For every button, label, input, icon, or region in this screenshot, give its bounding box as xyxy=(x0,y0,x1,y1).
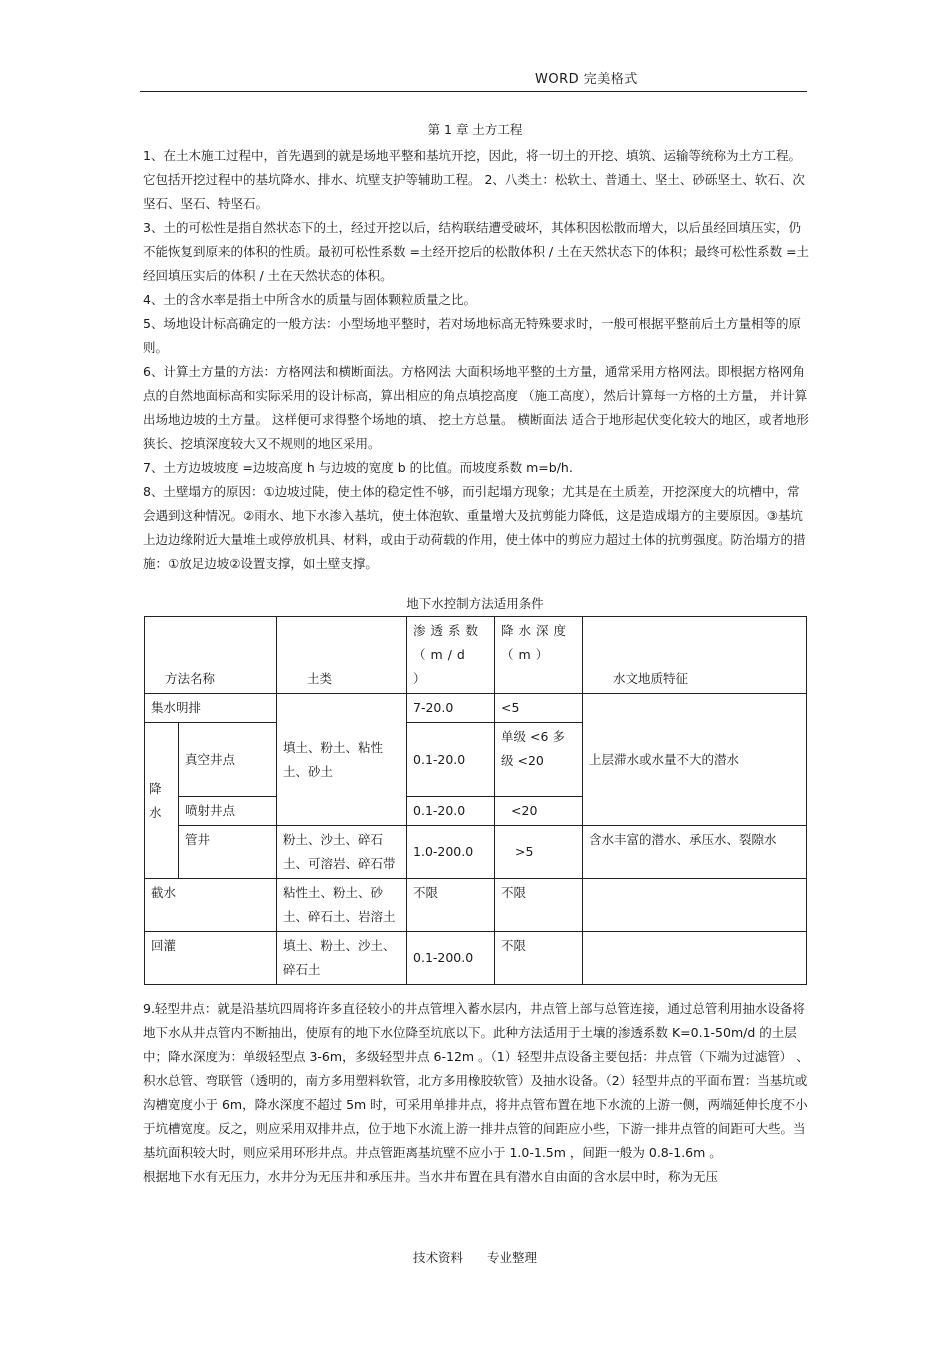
paragraph-5: 5、场地设计标高确定的一般方法：小型场地平整时，若对场地标高无特殊要求时，一般可根据平整前后土方量相等的原则。 xyxy=(143,316,801,355)
method-name: 管井 xyxy=(179,826,277,879)
table-caption: 地下水控制方法适用条件 xyxy=(406,596,544,611)
chapter-title: 第 1 章 土方工程 xyxy=(427,122,523,137)
header-soil: 土类 xyxy=(277,617,407,694)
permeability-cell: 0.1-20.0 xyxy=(407,723,495,797)
table-row xyxy=(145,932,807,985)
soil-cell: 粉土、沙土、碎石土、可溶岩、碎石带 xyxy=(277,826,407,879)
soil-cell: 填土、粉土、粘性土、砂土 xyxy=(277,694,407,826)
category-label: 降水 xyxy=(145,723,179,879)
paragraph-4: 4、土的含水率是指土中所含水的质量与固体颗粒质量之比。 xyxy=(143,292,476,307)
table-row xyxy=(145,879,807,932)
method-name: 截水 xyxy=(145,879,277,932)
groundwater-table xyxy=(144,616,807,985)
header-depth: 降水深度 （m） xyxy=(495,617,583,694)
paragraph-6: 6、计算土方量的方法：方格网法和横断面法。方格网法 大面积场地平整的土方量，通常采用方格网法。即根据方格网角点的自然地面标高和实际采用的设计标高，算出相应的角点填挖高度 （施工高度），然后计算每一方格的土方量， 并计算出场地边坡的土方量。 这样便可求得整个场地的填、 挖土方总量。 横断面法 适合于地形起伏变化较大的地区，或者地形狭长、挖填深度较大又不规则的地区采用。 xyxy=(143,364,809,451)
depth-cell: 不限 xyxy=(495,932,583,985)
permeability-cell: 0.1-20.0 xyxy=(407,797,495,826)
table-header-row xyxy=(145,617,807,694)
body-bottom xyxy=(143,997,811,1189)
depth-cell: 不限 xyxy=(495,879,583,932)
body-top xyxy=(143,144,811,576)
hydro-cell xyxy=(583,932,807,985)
header-method: 方法名称 xyxy=(145,617,277,694)
header-hydro: 水文地质特征 xyxy=(583,617,807,694)
hydro-cell xyxy=(583,879,807,932)
soil-cell: 粘性土、粉土、砂土、碎石土、岩溶土 xyxy=(277,879,407,932)
method-name: 集水明排 xyxy=(145,694,277,723)
permeability-cell: 7-20.0 xyxy=(407,694,495,723)
depth-cell: <20 xyxy=(495,797,583,826)
method-name: 喷射井点 xyxy=(179,797,277,826)
header-permeability: 渗透系数 （m/d ） xyxy=(407,617,495,694)
paragraph-7: 7、土方边坡坡度 =边坡高度 h 与边坡的宽度 b 的比值。而坡度系数 m=b/h. xyxy=(143,460,573,475)
paragraph-8: 8、土壁塌方的原因：①边坡过陡，使土体的稳定性不够，而引起塌方现象；尤其是在土质差，开挖深度大的坑槽中，常会遇到这种情况。②雨水、地下水渗入基坑，使土体泡软、重量增大及抗剪能力降低，这是造成塌方的主要原因。③基坑上边边缘附近大量堆土或停放机具、材料，或由于动荷载的作用，使土体中的剪应力超过土体的抗剪强度。防治塌方的措施：①放足边坡②设置支撑，如土壁支撑。 xyxy=(143,484,806,571)
paragraph-9: 9.轻型井点：就是沿基坑四周将许多直径较小的井点管埋入蓄水层内，井点管上部与总管连接，通过总管利用抽水设备将地下水从井点管内不断抽出，使原有的地下水位降至坑底以下。此种方法适用于土壤的渗透系数 K=0.1-50m/d 的土层中；降水深度为：单级轻型点 3-6m，多级轻型井点 6-12m 。（1）轻型井点设备主要包括：井点管（下端为过滤管） 、积水总管、弯联管（透明的，南方多用塑料软管，北方多用橡胶软管）及抽水设备。（2）轻型井点的平面布置：当基坑或沟槽宽度小于 6m，降水深度不超过 5m 时，可采用单排井点，将井点管布置在地下水流的上游一侧，两端延伸长度不小于坑槽宽度。反之，则应采用双排井点，位于地下水流上游一排井点管的间距应小些，下游一排井点管的间距可大些。当基坑面积较大时，则应采用环形井点。井点管距离基坑壁不应小于 1.0-1.5m ，间距一般为 0.8-1.6m 。 xyxy=(143,1001,809,1160)
paragraph-1-2: 1、在土木施工过程中，首先遇到的就是场地平整和基坑开挖，因此，将一切土的开挖、填筑、运输等统称为土方工程。它包括开挖过程中的基坑降水、排水、坑壁支护等辅助工程。 2、八类土：松软土、普通土、坚土、砂砾坚土、软石、次坚石、坚石、特坚石。 xyxy=(143,148,805,211)
page-header: WORD 完美格式 xyxy=(535,72,638,87)
paragraph-3: 3、土的可松性是指自然状态下的土，经过开挖以后，结构联结遭受破坏，其体积因松散而增大，以后虽经回填压实，仍不能恢复到原来的体积的性质。最初可松性系数 =土经开挖后的松散体积 / 土在天然状态下的体积；最终可松性系数 =土经回填压实后的体积 / 土在天然状态的体积。 xyxy=(143,220,810,283)
method-name: 真空井点 xyxy=(179,723,277,797)
hydro-cell: 上层滞水或水量不大的潜水 xyxy=(583,694,807,826)
table-row xyxy=(145,826,807,879)
depth-cell: 单级 <6 多级 <20 xyxy=(495,723,583,797)
depth-cell: >5 xyxy=(495,826,583,879)
table-row xyxy=(145,694,807,723)
permeability-cell: 不限 xyxy=(407,879,495,932)
page-footer: 技术资料 专业整理 xyxy=(413,1250,537,1265)
permeability-cell: 0.1-200.0 xyxy=(407,932,495,985)
header-divider xyxy=(140,91,807,92)
permeability-cell: 1.0-200.0 xyxy=(407,826,495,879)
hydro-cell: 含水丰富的潜水、承压水、裂隙水 xyxy=(583,826,807,879)
paragraph-10: 根据地下水有无压力，水井分为无压井和承压井。当水井布置在具有潜水自由面的含水层中时，称为无压 xyxy=(143,1169,719,1184)
method-name: 回灌 xyxy=(145,932,277,985)
depth-cell: <5 xyxy=(495,694,583,723)
soil-cell: 填土、粉土、沙土、碎石土 xyxy=(277,932,407,985)
